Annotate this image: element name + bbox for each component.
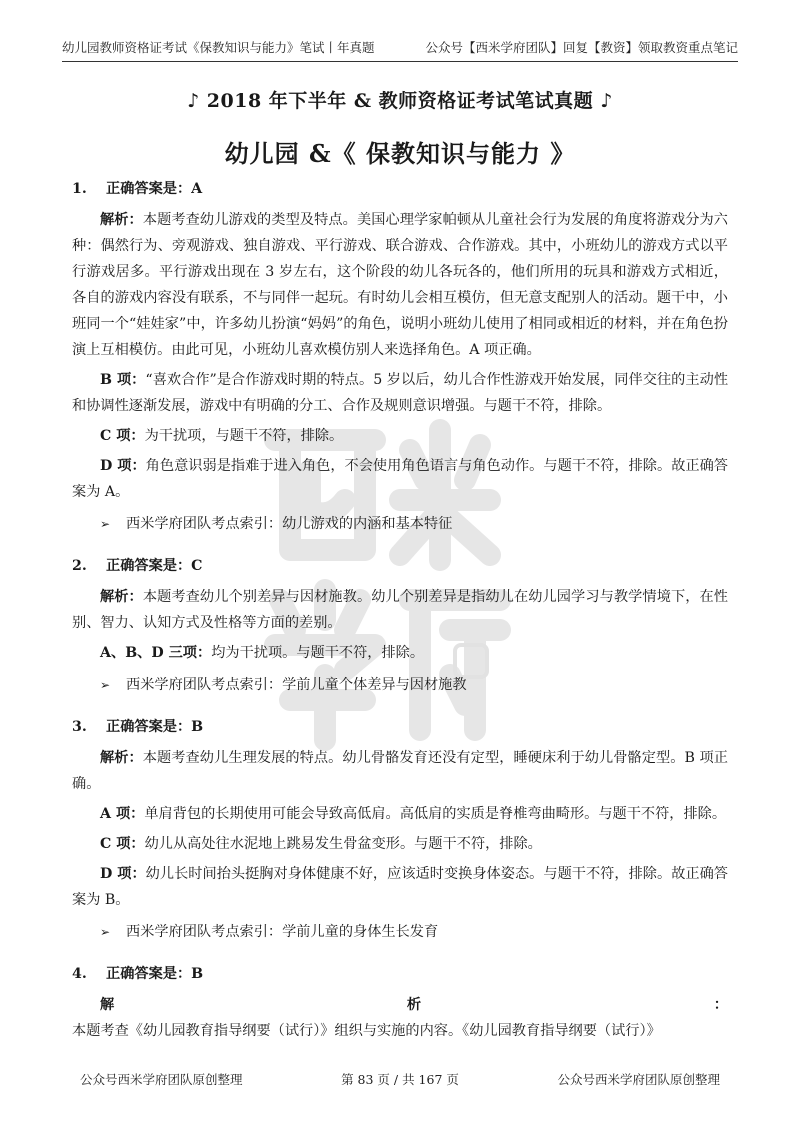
explanation-paragraph — [72, 640, 728, 666]
paragraph-text: 单肩背包的长期使用可能会导致高低肩。高低肩的实质是脊椎弯曲畸形。与题干不符，排除。 — [144, 806, 727, 822]
paragraph-label: C 项： — [100, 428, 145, 444]
correct-answer: 正确答案是：C — [106, 558, 203, 574]
answer-line — [72, 961, 728, 987]
paragraph-text: 为干扰项，与题干不符，排除。 — [144, 428, 344, 444]
topic-index — [100, 672, 728, 698]
footer-right-text: 公众号西米学府团队原创整理 — [557, 1072, 720, 1087]
header-left-text: 幼儿园教师资格证考试《保教知识与能力》笔试丨年真题 — [62, 40, 375, 55]
paragraph-label: 解析： — [100, 589, 143, 605]
explanation-paragraph — [72, 801, 728, 827]
answer-line — [72, 553, 728, 579]
question-number: 4. — [72, 966, 87, 982]
correct-answer: 正确答案是：B — [106, 719, 204, 735]
explanation-paragraph — [72, 992, 728, 1044]
page-footer — [80, 1070, 720, 1088]
paragraph-text: “喜欢合作”是合作游戏时期的特点。5 岁以后，幼儿合作性游戏开始发展，同伴交往的主动性和协调性逐渐发展，游戏中有明确的分工、合作及规则意识增强。与题干不符，排除。 — [72, 372, 729, 414]
answer-content — [72, 160, 728, 1048]
paragraph-label: B 项： — [100, 372, 146, 388]
correct-answer: 正确答案是：A — [106, 181, 203, 197]
explanation-paragraph — [72, 584, 728, 636]
question-number: 1. — [72, 181, 87, 197]
footer-left-text: 公众号西米学府团队原创整理 — [80, 1072, 243, 1087]
arrow-icon: ➢ — [100, 678, 111, 692]
paragraph-text: 本题考查幼儿游戏的类型及特点。美国心理学家帕顿从儿童社会行为发展的角度将游戏分为六种：偶然行为、旁观游戏、独自游戏、平行游戏、联合游戏、合作游戏。其中，小班幼儿的游戏方式以平行游戏居多。平行游戏出现在 3 岁左右，这个阶段的幼儿各玩各的，他们所用的玩具和游戏方式相近，各自的游戏内容没有联系，不与同伴一起玩。有时幼儿会相互模仿，但无意支配别人的活动。题干中，小班同一个“娃娃家”中，许多幼儿扮演“妈妈”的角色，说明小班幼儿使用了相同或相近的材料，并在角色扮演上互相模仿。由此可见，小班幼儿喜欢模仿别人来选择角色。A 项正确。 — [72, 212, 728, 358]
correct-answer: 正确答案是：B — [106, 966, 204, 982]
explanation-paragraph — [72, 453, 728, 505]
paragraph-label: A、B、D 三项： — [100, 645, 212, 661]
topic-index-text: 西米学府团队考点索引：学前儿童个体差异与因材施教 — [126, 677, 467, 693]
paragraph-text: 本题考查幼儿生理发展的特点。幼儿骨骼发育还没有定型，睡硬床利于幼儿骨骼定型。B 项正确。 — [72, 750, 728, 792]
answer-line — [72, 714, 728, 740]
arrow-icon: ➢ — [100, 517, 111, 531]
question-number: 2. — [72, 558, 87, 574]
explanation-paragraph — [72, 207, 728, 363]
question-block — [72, 176, 728, 537]
paragraph-label: 解析： — [100, 750, 143, 766]
header-right-text: 公众号【西米学府团队】回复【教资】领取教资重点笔记 — [425, 40, 738, 55]
paragraph-text: 角色意识弱是指难于进入角色，不会使用角色语言与角色动作。与题干不符，排除。故正确答案为 A。 — [72, 458, 728, 500]
paragraph-label: 解析： — [100, 997, 728, 1013]
subject-title: 幼儿园 &《 保教知识与能力 》 — [224, 139, 576, 168]
question-number: 3. — [72, 719, 87, 735]
paragraph-text: 幼儿从高处往水泥地上跳易发生骨盆变形。与题干不符，排除。 — [144, 836, 542, 852]
page-title: ♪ 2018 年下半年 & 教师资格证考试笔试真题 ♪ — [187, 90, 613, 112]
answer-line — [72, 176, 728, 202]
topic-index — [100, 511, 728, 537]
topic-index-text: 西米学府团队考点索引：学前儿童的身体生长发育 — [126, 924, 439, 940]
paragraph-text: 本题考查幼儿个别差异与因材施教。幼儿个别差异是指幼儿在幼儿园学习与教学情境下，在性别、智力、认知方式及性格等方面的差别。 — [72, 589, 728, 631]
paragraph-label: A 项： — [100, 806, 145, 822]
paragraph-text: 本题考查《幼儿园教育指导纲要（试行）》组织与实施的内容。《幼儿园教育指导纲要（试行）》 — [72, 1023, 661, 1039]
explanation-paragraph — [72, 861, 728, 913]
paragraph-text: 均为干扰项。与题干不符，排除。 — [211, 645, 425, 661]
question-block — [72, 961, 728, 1044]
arrow-icon: ➢ — [100, 925, 111, 939]
paragraph-text: 幼儿长时间抬头挺胸对身体健康不好，应该适时变换身体姿态。与题干不符，排除。故正确答案为 B。 — [72, 866, 728, 908]
paragraph-label: D 项： — [100, 866, 146, 882]
explanation-paragraph — [72, 423, 728, 449]
question-block — [72, 553, 728, 698]
page-number: 第 83 页 / 共 167 页 — [341, 1072, 459, 1087]
paragraph-label: D 项： — [100, 458, 146, 474]
paragraph-label: C 项： — [100, 836, 145, 852]
topic-index — [100, 919, 728, 945]
explanation-paragraph — [72, 745, 728, 797]
explanation-paragraph — [72, 831, 728, 857]
explanation-paragraph — [72, 367, 728, 419]
topic-index-text: 西米学府团队考点索引：幼儿游戏的内涵和基本特征 — [126, 516, 453, 532]
question-block — [72, 714, 728, 945]
page-header — [62, 38, 738, 62]
paragraph-label: 解析： — [100, 212, 143, 228]
